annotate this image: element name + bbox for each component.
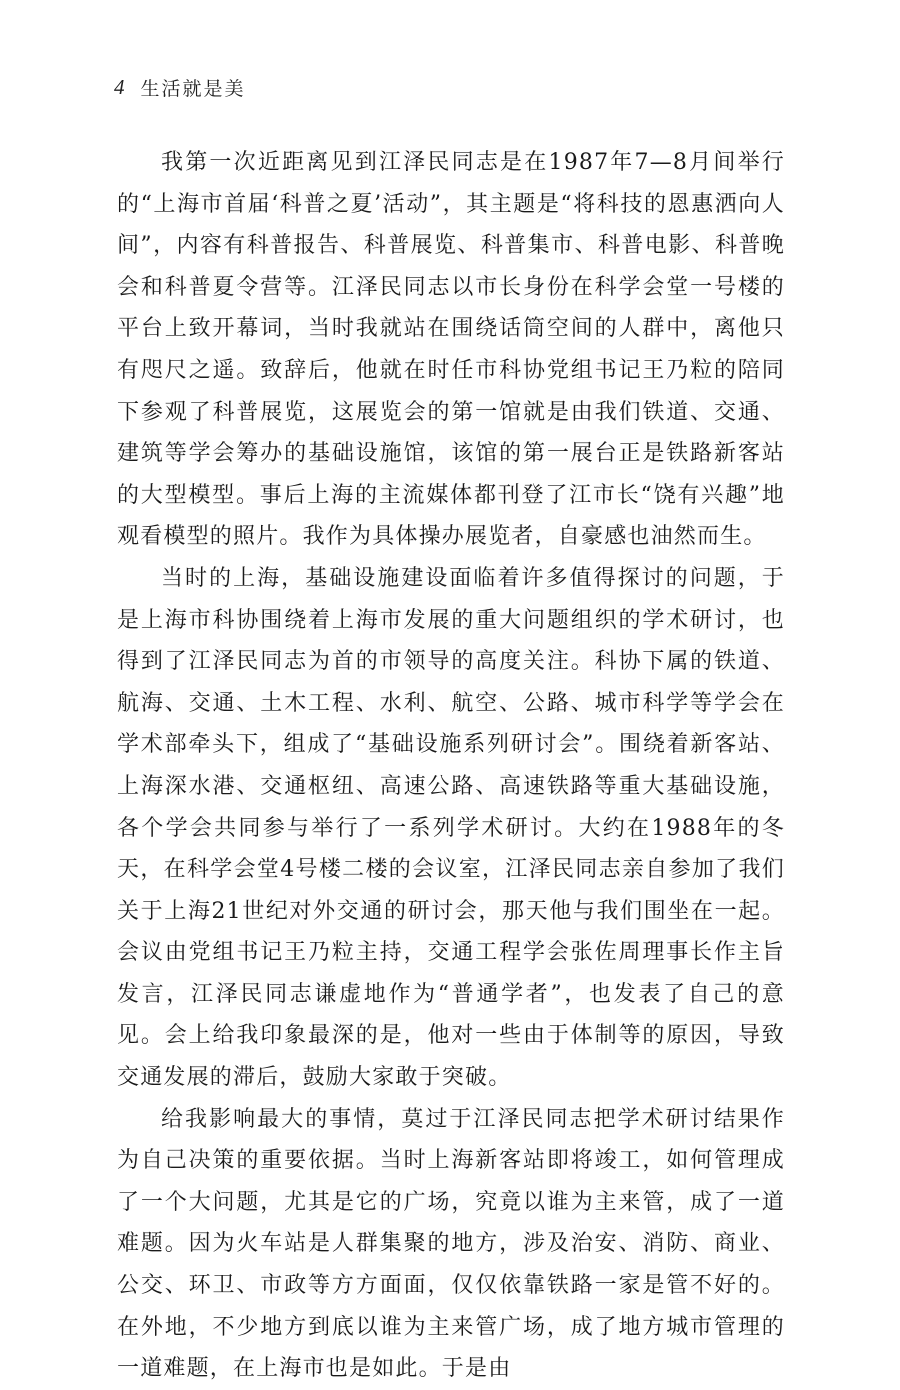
running-header-title: 生活就是美 <box>140 77 246 100</box>
paragraph: 给我影响最大的事情，莫过于江泽民同志把学术研讨结果作为自己决策的重要依据。当时上海新客站即将竣工，如何管理成了一个大问题，尤其是它的广场，究竟以谁为主来管，成了一道难题。因为火车站是人群集聚的地方，涉及治安、消防、商业、公交、环卫、市政等方方面面，仅仅依靠铁路一家是管不好的。在外地，不少地方到底以谁为主来管广场，成了地方城市管理的一道难题，在上海市也是如此。于是由 <box>117 1106 785 1382</box>
page-number: 4 <box>114 74 125 99</box>
paragraph: 当时的上海，基础设施建设面临着许多值得探讨的问题，于是上海市科协围绕着上海市发展的重大问题组织的学术研讨，也得到了江泽民同志为首的市领导的高度关注。科协下属的铁道、航海、交通、土木工程、水利、航空、公路、城市科学等学会在学术部牵头下，组成了“基础设施系列研讨会”。围绕着新客站、上海深水港、交通枢纽、高速公路、高速铁路等重大基础设施，各个学会共同参与举行了一系列学术研讨。大约在1988年的冬天，在科学会堂4号楼二楼的会议室，江泽民同志亲自参加了我们关于上海21世纪对外交通的研讨会，那天他与我们围坐在一起。会议由党组书记王乃粒主持，交通工程学会张佐周理事长作主旨发言，江泽民同志谦虚地作为“普通学者”，也发表了自己的意见。会上给我印象最深的是，他对一些由于体制等的原因，导致交通发展的滞后，鼓励大家敢于突破。 <box>117 565 785 1091</box>
paragraph: 我第一次近距离见到江泽民同志是在1987年7—8月间举行的“上海市首届‘科普之夏’活动”，其主题是“将科技的恩惠洒向人间”，内容有科普报告、科普展览、科普集市、科普电影、科普晚会和科普夏令营等。江泽民同志以市长身份在科学会堂一号楼的平台上致开幕词，当时我就站在围绕话筒空间的人群中，离他只有咫尺之遥。致辞后，他就在时任市科协党组书记王乃粒的陪同下参观了科普展览，这展览会的第一馆就是由我们铁道、交通、建筑等学会筹办的基础设施馆，该馆的第一展台正是铁路新客站的大型模型。事后上海的主流媒体都刊登了江市长“饶有兴趣”地观看模型的照片。我作为具体操办展览者，自豪感也油然而生。 <box>117 150 785 550</box>
body-text <box>117 142 785 1390</box>
running-header <box>114 72 246 102</box>
